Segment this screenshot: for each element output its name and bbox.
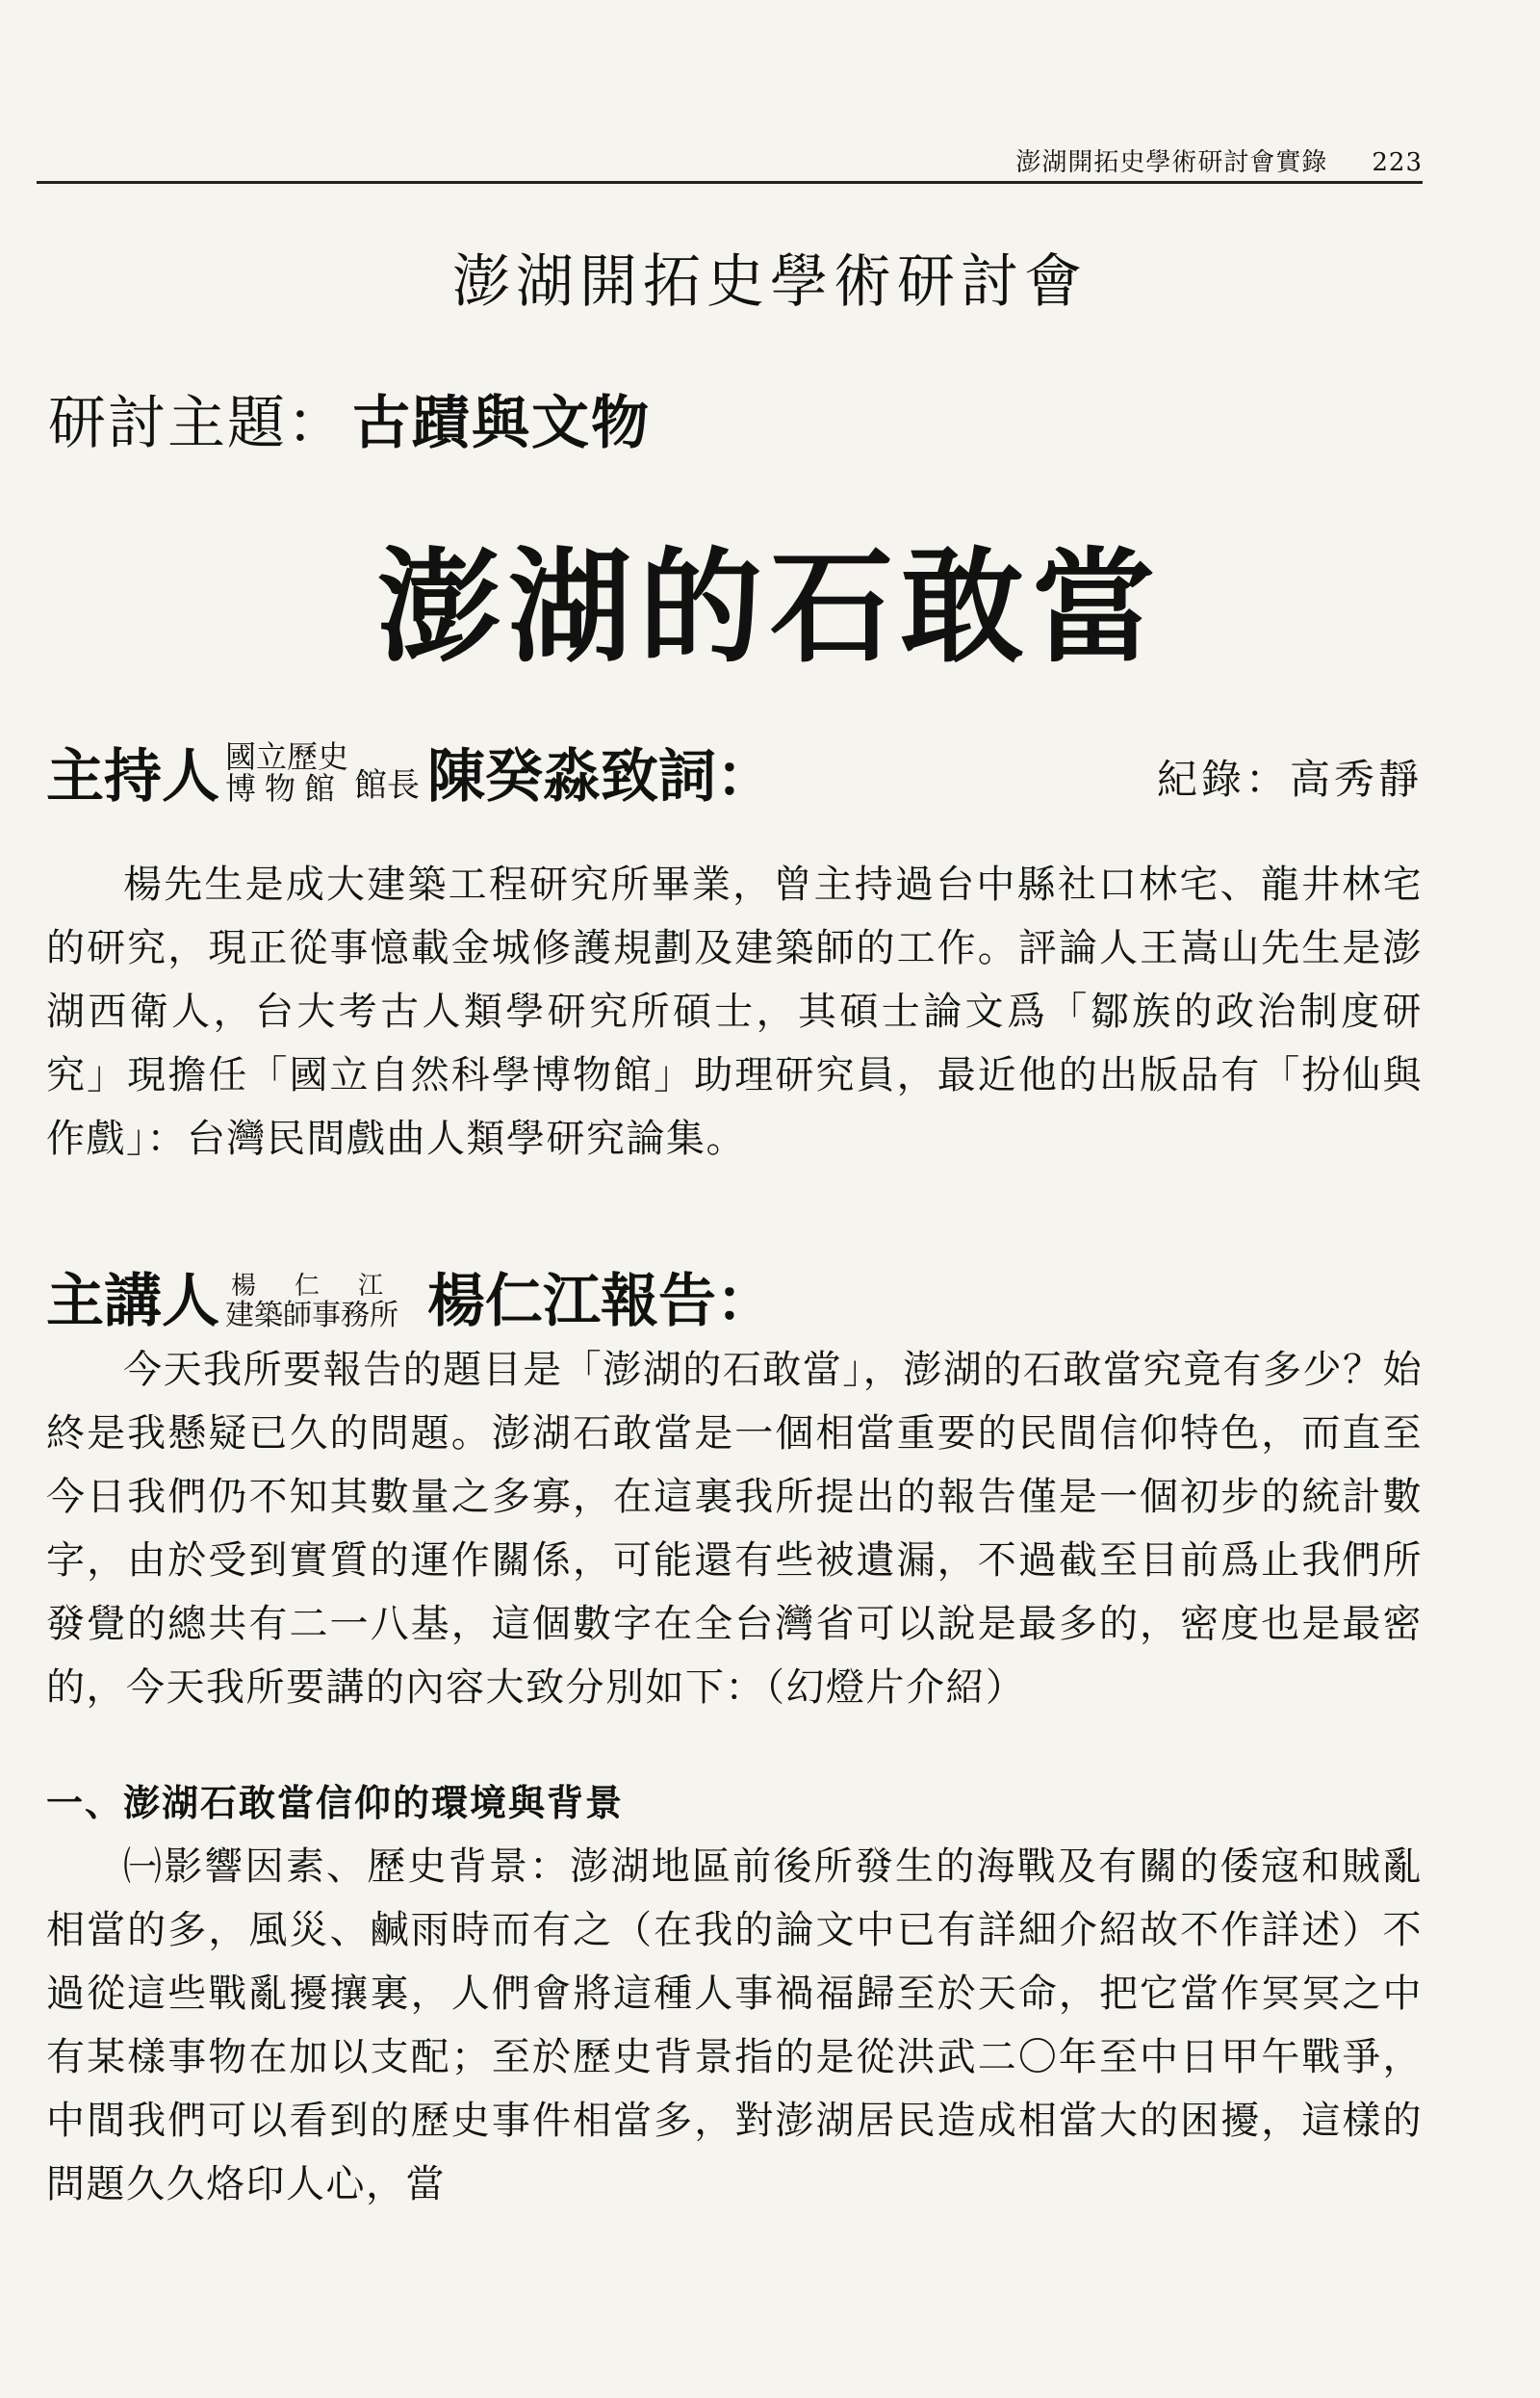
host-org-line1: 國立歷史 <box>225 737 349 775</box>
speaker-organization <box>225 1274 422 1330</box>
page-number: 223 <box>1372 148 1423 177</box>
running-header <box>1015 142 1423 178</box>
speaker-line <box>46 1242 1423 1335</box>
section-heading: 一、澎湖石敢當信仰的環境與背景 <box>46 1782 625 1824</box>
host-org-line2: 博物館 <box>225 770 345 808</box>
theme-label: 研討主題： <box>48 390 346 457</box>
speaker-role: 主講人 <box>46 1268 219 1335</box>
host-speech-heading: 陳癸淼致詞： <box>427 743 775 811</box>
main-title: 澎湖的石敢當 <box>376 536 1163 680</box>
theme-value: 古蹟與文物 <box>352 390 651 457</box>
intro-paragraph: 楊先生是成大建築工程研究所畢業，曾主持過台中縣社口林宅、龍井林宅的研究，現正從事憶載金城修護規劃及建築師的工作。評論人王嵩山先生是澎湖西衛人，台大考古人類學研究所碩士，其碩士論文爲「鄒族的政治制度研究」現擔任「國立自然科學博物館」助理研究員，最近他的出版品有「扮仙與作戲」：台灣民間戲曲人類學研究論集。 <box>46 863 1423 1161</box>
host-organization <box>225 737 349 808</box>
header-rule <box>37 181 1423 184</box>
conference-title: 澎湖開拓史學術研討會 <box>452 248 1088 316</box>
speaker-firm: 建築師事務所 <box>225 1298 398 1332</box>
section-paragraph: ㈠影響因素、歷史背景：澎湖地區前後所發生的海戰及有關的倭寇和賊亂相當的多，風災、鹹雨時而有之（在我的論文中已有詳細介紹故不作詳述）不過從這些戰亂擾攘裏，人們會將這種人事禍福歸至於天命，把它當作冥冥之中有某樣事物在加以支配；至於歷史背景指的是從洪武二〇年至中日甲午戰爭，中間我們可以看到的歷史事件相當多，對澎湖居民造成相當大的困擾，這樣的問題久久烙印人心，當 <box>46 1844 1423 2206</box>
speaker-name-small: 楊仁江 <box>231 1272 423 1302</box>
recorder-credit: 紀錄：高秀靜 <box>1156 756 1423 803</box>
speaker-speech-heading: 楊仁江報告： <box>427 1268 775 1335</box>
running-title: 澎湖開拓史學術研討會實錄 <box>1015 148 1328 177</box>
talk-paragraph: 今天我所要報告的題目是「澎湖的石敢當」，澎湖的石敢當究竟有多少？始終是我懸疑已久的問題。澎湖石敢當是一個相當重要的民間信仰特色，而直至今日我們仍不知其數量之多寡，在這裏我所提出的報告僅是一個初步的統計數字，由於受到實質的運作關係，可能還有些被遺漏，不過截至目前爲止我們所發覺的總共有二一八基，這個數字在全台灣省可以說是最多的，密度也是最密的，今天我所要講的內容大致分別如下：（幻燈片介紹） <box>46 1348 1423 1710</box>
theme-line <box>48 377 651 460</box>
host-line <box>46 717 1423 811</box>
host-role: 主持人 <box>46 743 219 811</box>
host-title: 館長 <box>354 766 421 805</box>
